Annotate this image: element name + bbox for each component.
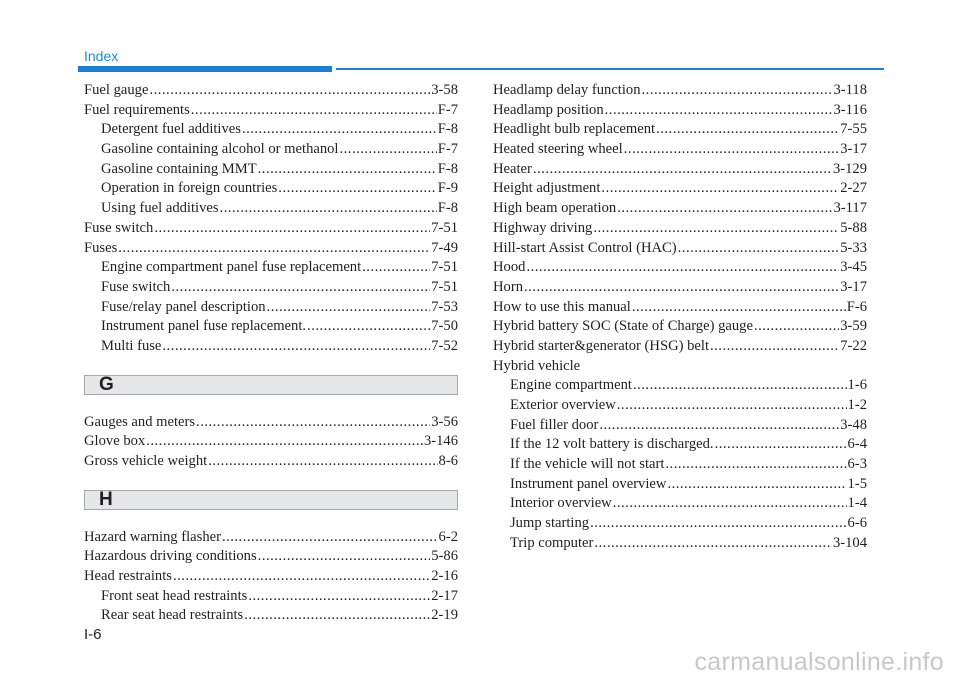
index-entry[interactable] <box>493 475 867 495</box>
index-entry-page: 5-88 <box>840 219 867 236</box>
index-entry[interactable] <box>493 258 867 278</box>
index-entry-label: Exterior overview <box>510 397 616 413</box>
dot-leader <box>173 567 430 587</box>
index-entry-page: 2-27 <box>840 180 867 197</box>
index-entry-page: 1-6 <box>847 377 867 394</box>
dot-leader <box>149 81 430 101</box>
index-entry-label: Hybrid starter&generator (HSG) belt <box>493 337 709 354</box>
index-entry-label: Head restraints <box>84 568 172 585</box>
index-entry-page: 3-118 <box>833 82 867 98</box>
index-entry-page: 7-49 <box>431 239 458 256</box>
index-entry-page: 7-52 <box>431 337 458 354</box>
index-group-h <box>84 528 458 626</box>
index-entry-label: Fuse/relay panel description <box>101 298 266 315</box>
dot-leader <box>715 435 847 455</box>
index-entry-page: 1-2 <box>847 397 867 413</box>
dot-leader <box>162 337 430 357</box>
dot-leader <box>632 298 846 318</box>
index-entry-label: Jump starting <box>510 515 590 532</box>
index-entry-page: 7-55 <box>840 121 867 138</box>
index-entry-label: Fuse switch <box>84 219 154 236</box>
index-entry[interactable] <box>493 81 867 101</box>
dot-leader <box>665 455 846 475</box>
header-bar-thin <box>336 68 884 70</box>
index-entry-label: High beam operation <box>493 200 617 217</box>
index-entry-page: 7-51 <box>431 219 458 236</box>
index-entry-page: 5-86 <box>431 548 458 565</box>
index-entry-page: 7-22 <box>840 337 867 354</box>
index-entry-page: 2-17 <box>431 587 458 604</box>
index-entry-label: Hood <box>493 259 526 276</box>
index-entry[interactable] <box>493 337 867 357</box>
index-entry-label: Headlamp position <box>493 101 604 118</box>
index-entry-page: 3-17 <box>840 278 867 295</box>
index-entry[interactable] <box>493 278 867 298</box>
index-entry[interactable] <box>493 376 867 396</box>
index-entry[interactable] <box>84 219 458 239</box>
dot-leader <box>278 179 436 199</box>
dot-leader <box>267 298 431 318</box>
index-entry-label: Trip computer <box>510 534 594 551</box>
index-entry[interactable] <box>493 317 867 337</box>
dot-leader <box>244 606 430 626</box>
index-entry-label: Hybrid battery SOC (State of Charge) gauge <box>493 318 753 335</box>
index-entry-page: 7-53 <box>431 298 458 315</box>
dot-leader <box>362 258 430 278</box>
index-entry-label: Gasoline containing MMT <box>101 160 257 177</box>
index-entry-label: Hazardous driving conditions <box>84 548 257 565</box>
index-entry-label: Hazard warning flasher <box>84 528 221 545</box>
index-entry-label: Headlight bulb replacement <box>493 121 656 138</box>
index-entry-label: Height adjustment <box>493 180 601 197</box>
dot-leader <box>171 278 430 298</box>
index-entry[interactable] <box>84 278 458 298</box>
dot-leader <box>242 120 437 140</box>
index-entry[interactable] <box>493 120 867 140</box>
dot-leader <box>340 140 437 160</box>
index-entry-page: F-7 <box>437 101 458 118</box>
dot-leader <box>258 160 437 180</box>
index-entry-label: Rear seat head restraints <box>101 607 244 624</box>
index-entry-label: Engine compartment <box>510 377 632 394</box>
section-header-h <box>84 490 458 510</box>
index-entry[interactable] <box>84 140 458 160</box>
dot-leader <box>617 199 832 219</box>
index-entry-label: Heater <box>493 160 532 177</box>
index-entry-label: Engine compartment panel fuse replacement <box>101 259 362 276</box>
index-entry-label: If the vehicle will not start <box>510 456 665 473</box>
index-group-f <box>84 81 458 357</box>
index-entry[interactable] <box>493 219 867 239</box>
index-entry-page: F-8 <box>437 160 458 177</box>
index-entry-page: 6-3 <box>847 456 867 473</box>
index-entry[interactable] <box>84 413 458 433</box>
index-entry[interactable] <box>84 81 458 101</box>
index-entry-label: Instrument panel fuse replacement. <box>101 318 307 335</box>
index-entry-page: 5-33 <box>840 239 867 256</box>
index-entry-page: 3-129 <box>832 160 867 177</box>
dot-leader <box>656 120 839 140</box>
index-entry[interactable] <box>493 298 867 318</box>
dot-leader <box>605 101 833 121</box>
dot-leader <box>533 160 832 180</box>
dot-leader <box>590 514 846 534</box>
dot-leader <box>642 81 833 101</box>
dot-leader <box>307 317 430 337</box>
dot-leader <box>633 376 847 396</box>
index-entry-page: 7-50 <box>431 318 458 335</box>
index-entry[interactable] <box>84 606 458 626</box>
index-entry-page: 3-59 <box>840 318 867 335</box>
index-right-column <box>493 81 867 554</box>
index-entry-page: 3-58 <box>431 82 458 98</box>
index-entry-page: F-8 <box>437 200 458 217</box>
dot-leader <box>613 494 847 514</box>
dot-leader <box>208 452 437 472</box>
dot-leader <box>617 396 847 416</box>
index-entry[interactable] <box>493 396 867 416</box>
index-entry[interactable] <box>493 239 867 259</box>
index-entry[interactable] <box>84 199 458 219</box>
dot-leader <box>526 258 839 278</box>
index-entry-label: Hill-start Assist Control (HAC) <box>493 239 677 256</box>
index-entry-label: Heated steering wheel <box>493 141 623 158</box>
index-entry-label: Hybrid vehicle <box>493 357 581 374</box>
index-entry-page: 3-104 <box>832 534 867 551</box>
index-entry-page: 3-17 <box>840 141 867 158</box>
dot-leader <box>593 219 839 239</box>
section-header-g <box>84 375 458 395</box>
index-entry-page: 1-5 <box>847 475 867 492</box>
index-entry-page: F-8 <box>437 121 458 138</box>
index-entry[interactable] <box>84 101 458 121</box>
index-entry[interactable] <box>493 199 867 219</box>
dot-leader <box>754 317 839 337</box>
index-entry[interactable] <box>84 452 458 472</box>
index-entry-label: Using fuel additives <box>101 200 219 217</box>
dot-leader <box>524 278 839 298</box>
dot-leader <box>154 219 430 239</box>
index-entry[interactable] <box>493 416 867 436</box>
index-left-column <box>84 81 458 626</box>
index-entry-label: How to use this manual <box>493 298 631 315</box>
index-entry-label: Interior overview <box>510 495 612 512</box>
dot-leader <box>624 140 840 160</box>
header-bar-thick <box>78 66 332 72</box>
index-entry[interactable] <box>84 547 458 567</box>
index-entry-page: 3-56 <box>431 413 458 430</box>
index-entry-page: 6-2 <box>438 528 458 545</box>
dot-leader <box>191 101 437 121</box>
index-entry-label: Multi fuse <box>101 337 162 354</box>
index-entry-page: 3-45 <box>840 259 867 276</box>
index-entry[interactable] <box>493 534 867 554</box>
section-letter: G <box>99 373 114 395</box>
index-entry-page: 3-146 <box>423 433 458 450</box>
watermark: carmanualsonline.info <box>694 648 944 676</box>
index-entry-label: Fuel filler door <box>510 416 599 433</box>
index-entry-page: F-7 <box>437 141 458 158</box>
index-entry-label: Headlamp delay function <box>493 82 641 98</box>
index-entry-label: If the 12 volt battery is discharged. <box>510 436 714 453</box>
index-entry-label: Glove box <box>84 433 146 450</box>
index-entry[interactable] <box>84 258 458 278</box>
index-entry-page: 3-48 <box>840 416 867 433</box>
index-entry[interactable] <box>493 357 867 377</box>
index-entry[interactable] <box>84 120 458 140</box>
dot-leader <box>258 547 431 567</box>
dot-leader <box>196 413 430 433</box>
index-entry[interactable] <box>493 179 867 199</box>
dot-leader <box>146 432 423 452</box>
index-entry[interactable] <box>493 101 867 121</box>
index-entry-page: 6-6 <box>847 515 867 532</box>
index-entry-page: 2-16 <box>431 568 458 585</box>
index-entry[interactable] <box>493 494 867 514</box>
index-entry[interactable] <box>84 432 458 452</box>
index-entry[interactable] <box>84 298 458 318</box>
index-entry-label: Instrument panel overview <box>510 475 667 492</box>
index-entry[interactable] <box>493 514 867 534</box>
index-entry[interactable] <box>84 160 458 180</box>
index-entry-page: 6-4 <box>847 436 867 453</box>
dot-leader <box>710 337 839 357</box>
index-entry[interactable] <box>84 179 458 199</box>
section-letter: H <box>99 488 113 510</box>
index-entry[interactable] <box>493 160 867 180</box>
index-entry-page: 8-6 <box>438 453 458 469</box>
index-entry-label: Detergent fuel additives <box>101 121 241 138</box>
index-entry[interactable] <box>84 239 458 259</box>
index-group-g <box>84 413 458 472</box>
dot-leader <box>599 416 839 436</box>
index-entry-label: Gasoline containing alcohol or methanol <box>101 141 339 158</box>
dot-leader <box>601 179 839 199</box>
dot-leader <box>222 528 438 548</box>
index-entry-label: Fuses <box>84 239 118 256</box>
index-entry[interactable] <box>84 528 458 548</box>
index-entry-label: Fuel requirements <box>84 101 190 118</box>
index-entry-page: F-6 <box>846 298 867 315</box>
index-entry[interactable] <box>493 140 867 160</box>
index-entry-page: 7-51 <box>431 278 458 295</box>
dot-leader <box>118 239 430 259</box>
dot-leader <box>594 534 832 554</box>
index-entry[interactable] <box>84 567 458 587</box>
index-entry[interactable] <box>493 455 867 475</box>
index-entry-label: Fuel gauge <box>84 82 149 98</box>
index-entry-page: F-9 <box>437 180 458 197</box>
index-entry[interactable] <box>84 337 458 357</box>
index-entry-label: Horn <box>493 278 523 295</box>
dot-leader <box>667 475 846 495</box>
page-header-title: Index <box>84 48 119 64</box>
index-entry[interactable] <box>493 435 867 455</box>
dot-leader <box>220 199 437 219</box>
index-entry-page: 1-4 <box>847 495 867 512</box>
index-entry-page: 3-117 <box>833 200 867 217</box>
index-entry[interactable] <box>84 587 458 607</box>
index-entry-label: Gross vehicle weight <box>84 453 208 469</box>
index-entry[interactable] <box>84 317 458 337</box>
index-entry-page: 2-19 <box>431 607 458 624</box>
index-entry-label: Gauges and meters <box>84 413 196 430</box>
index-entry-label: Front seat head restraints <box>101 587 248 604</box>
index-entry-page: 7-51 <box>431 259 458 276</box>
index-entry-page: 3-116 <box>833 101 867 118</box>
dot-leader <box>678 239 840 259</box>
index-entry-label: Operation in foreign countries <box>101 180 278 197</box>
index-entry-label: Highway driving <box>493 219 593 236</box>
page-number: I-6 <box>84 626 102 643</box>
index-entry-label: Fuse switch <box>101 278 171 295</box>
dot-leader <box>248 587 430 607</box>
